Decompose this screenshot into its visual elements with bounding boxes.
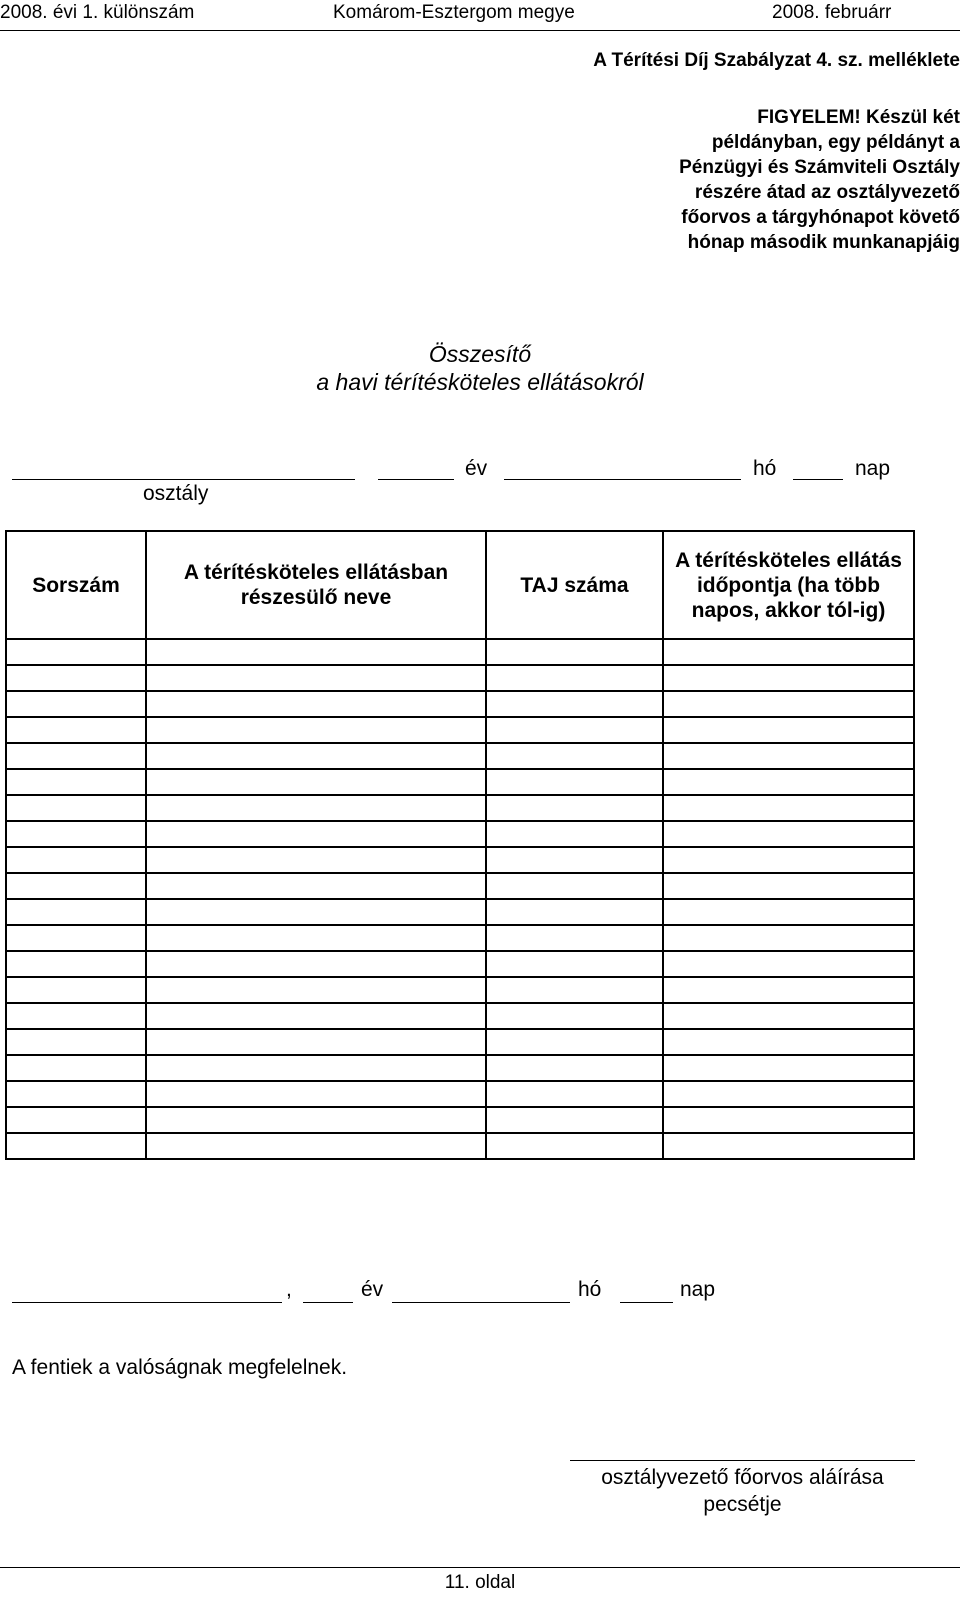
- table-row: [6, 977, 914, 1003]
- table-body: [6, 639, 914, 1159]
- table-cell[interactable]: [6, 1081, 146, 1107]
- table-cell[interactable]: [486, 665, 663, 691]
- statement-text: A fentiek a valóságnak megfelelnek.: [12, 1356, 348, 1379]
- table-cell[interactable]: [6, 899, 146, 925]
- table-cell[interactable]: [486, 899, 663, 925]
- month-label: hó: [753, 457, 777, 480]
- table-cell[interactable]: [146, 951, 486, 977]
- day-blank[interactable]: [793, 479, 843, 480]
- table-cell[interactable]: [146, 821, 486, 847]
- table-cell[interactable]: [486, 639, 663, 665]
- table-cell[interactable]: [146, 769, 486, 795]
- table-row: [6, 795, 914, 821]
- table-cell[interactable]: [6, 795, 146, 821]
- table-cell[interactable]: [486, 925, 663, 951]
- table-cell[interactable]: [6, 717, 146, 743]
- table-cell[interactable]: [146, 847, 486, 873]
- table-cell[interactable]: [486, 977, 663, 1003]
- table-cell[interactable]: [663, 977, 914, 1003]
- table-row: [6, 847, 914, 873]
- signature-line-1: osztályvezető főorvos aláírása: [601, 1466, 884, 1489]
- footer-rule: [0, 1567, 960, 1568]
- table-row: [6, 717, 914, 743]
- table-cell[interactable]: [146, 665, 486, 691]
- table-cell[interactable]: [486, 1003, 663, 1029]
- table-row: [6, 1029, 914, 1055]
- table-cell[interactable]: [146, 899, 486, 925]
- table-cell[interactable]: [486, 951, 663, 977]
- document-title: [0, 340, 960, 396]
- col-header-date: A térítésköteles ellátás időpontja (ha több napos, akkor tól-ig): [663, 531, 914, 639]
- table-cell[interactable]: [486, 717, 663, 743]
- place-blank[interactable]: [12, 1302, 282, 1303]
- table-cell[interactable]: [146, 1003, 486, 1029]
- table-cell[interactable]: [6, 691, 146, 717]
- header-date: 2008. februárr: [772, 2, 892, 23]
- header-county: Komárom-Esztergom megye: [333, 2, 575, 23]
- table-cell[interactable]: [486, 1055, 663, 1081]
- table-cell[interactable]: [486, 1081, 663, 1107]
- table-row: [6, 769, 914, 795]
- col-header-name: A térítésköteles ellátásban részesülő neve: [146, 531, 486, 639]
- table-cell[interactable]: [663, 691, 914, 717]
- table-cell[interactable]: [6, 1133, 146, 1159]
- table-row: [6, 665, 914, 691]
- table-cell[interactable]: [6, 743, 146, 769]
- department-blank[interactable]: [12, 479, 355, 480]
- table-cell[interactable]: [663, 1029, 914, 1055]
- table-cell[interactable]: [663, 821, 914, 847]
- table-cell[interactable]: [486, 691, 663, 717]
- table-cell[interactable]: [146, 1107, 486, 1133]
- table-cell[interactable]: [6, 1003, 146, 1029]
- table-cell[interactable]: [6, 847, 146, 873]
- table-cell[interactable]: [6, 1029, 146, 1055]
- header-rule: [0, 30, 960, 31]
- table-row: [6, 873, 914, 899]
- table-row: [6, 743, 914, 769]
- table-cell[interactable]: [146, 1081, 486, 1107]
- table-cell[interactable]: [486, 743, 663, 769]
- table-cell[interactable]: [663, 743, 914, 769]
- table-cell[interactable]: [663, 1081, 914, 1107]
- month-blank[interactable]: [504, 479, 741, 480]
- table-cell[interactable]: [6, 1055, 146, 1081]
- sign-year-label: év: [361, 1278, 384, 1301]
- table-row: [6, 899, 914, 925]
- table-cell[interactable]: [6, 1107, 146, 1133]
- table-cell[interactable]: [6, 639, 146, 665]
- table-cell[interactable]: [663, 925, 914, 951]
- table-cell[interactable]: [6, 977, 146, 1003]
- table-row: [6, 1003, 914, 1029]
- table-cell[interactable]: [146, 795, 486, 821]
- table-cell[interactable]: [663, 847, 914, 873]
- table-cell[interactable]: [6, 769, 146, 795]
- table-cell[interactable]: [6, 925, 146, 951]
- year-blank[interactable]: [378, 479, 454, 480]
- table-cell[interactable]: [486, 795, 663, 821]
- table-cell[interactable]: [146, 1133, 486, 1159]
- table-cell[interactable]: [146, 717, 486, 743]
- table-row: [6, 821, 914, 847]
- table-cell[interactable]: [146, 743, 486, 769]
- header-issue: 2008. évi 1. különszám: [0, 2, 195, 23]
- table-cell[interactable]: [663, 1133, 914, 1159]
- sign-month-label: hó: [578, 1278, 602, 1301]
- table-cell[interactable]: [486, 1029, 663, 1055]
- table-cell[interactable]: [486, 873, 663, 899]
- table-cell[interactable]: [663, 795, 914, 821]
- table-cell[interactable]: [663, 1107, 914, 1133]
- title-line-1: Összesítő: [428, 341, 532, 367]
- page-number: 11. oldal: [444, 1572, 516, 1593]
- records-table: [5, 530, 915, 1160]
- table-row: [6, 951, 914, 977]
- table-row: [6, 691, 914, 717]
- table-row: [6, 639, 914, 665]
- table-header-row: [6, 531, 914, 639]
- sign-day-label: nap: [680, 1278, 716, 1301]
- table-row: [6, 1133, 914, 1159]
- col-header-sorszam: Sorszám: [6, 531, 146, 639]
- table-cell[interactable]: [663, 1003, 914, 1029]
- day-label: nap: [855, 457, 891, 480]
- table-row: [6, 1055, 914, 1081]
- sign-day-blank[interactable]: [620, 1302, 673, 1303]
- table-row: [6, 1107, 914, 1133]
- table-cell[interactable]: [6, 873, 146, 899]
- table-cell[interactable]: [146, 925, 486, 951]
- year-label: év: [465, 457, 488, 480]
- table-cell[interactable]: [6, 821, 146, 847]
- table-cell[interactable]: [663, 639, 914, 665]
- table-cell[interactable]: [146, 977, 486, 1003]
- table-cell[interactable]: [486, 769, 663, 795]
- table-cell[interactable]: [6, 951, 146, 977]
- table-cell[interactable]: [486, 847, 663, 873]
- col-header-taj: TAJ száma: [486, 531, 663, 639]
- table-row: [6, 1081, 914, 1107]
- signature-caption: [560, 1464, 925, 1518]
- table-cell[interactable]: [663, 665, 914, 691]
- table-cell[interactable]: [146, 1029, 486, 1055]
- table-cell[interactable]: [486, 821, 663, 847]
- title-line-2: a havi térítésköteles ellátásokról: [316, 369, 644, 395]
- annex-label: A Térítési Díj Szabályzat 4. sz. melléklete: [593, 50, 960, 71]
- table-cell[interactable]: [663, 769, 914, 795]
- table-cell[interactable]: [6, 665, 146, 691]
- table-cell[interactable]: [663, 717, 914, 743]
- table-cell[interactable]: [663, 951, 914, 977]
- sign-year-blank[interactable]: [303, 1302, 353, 1303]
- department-label: osztály: [143, 482, 209, 505]
- table-cell[interactable]: [486, 1133, 663, 1159]
- table-cell[interactable]: [486, 1107, 663, 1133]
- table-cell[interactable]: [146, 639, 486, 665]
- table-cell[interactable]: [146, 873, 486, 899]
- page-header: [0, 0, 960, 28]
- table-cell[interactable]: [663, 873, 914, 899]
- sign-month-blank[interactable]: [392, 1302, 570, 1303]
- date-comma: ,: [286, 1278, 292, 1301]
- table-cell[interactable]: [146, 691, 486, 717]
- signature-line[interactable]: [570, 1460, 915, 1461]
- signature-line-2: pecsétje: [703, 1493, 782, 1516]
- table-row: [6, 925, 914, 951]
- table-cell[interactable]: [663, 1055, 914, 1081]
- notice-text: FIGYELEM! Készül két példányban, egy példányt a Pénzügyi és Számviteli Osztály részére átad az osztályvezető főorvos a tárgyhónapot követő hónap második munkanapjáig: [679, 107, 960, 253]
- table-cell[interactable]: [146, 1055, 486, 1081]
- table-cell[interactable]: [663, 899, 914, 925]
